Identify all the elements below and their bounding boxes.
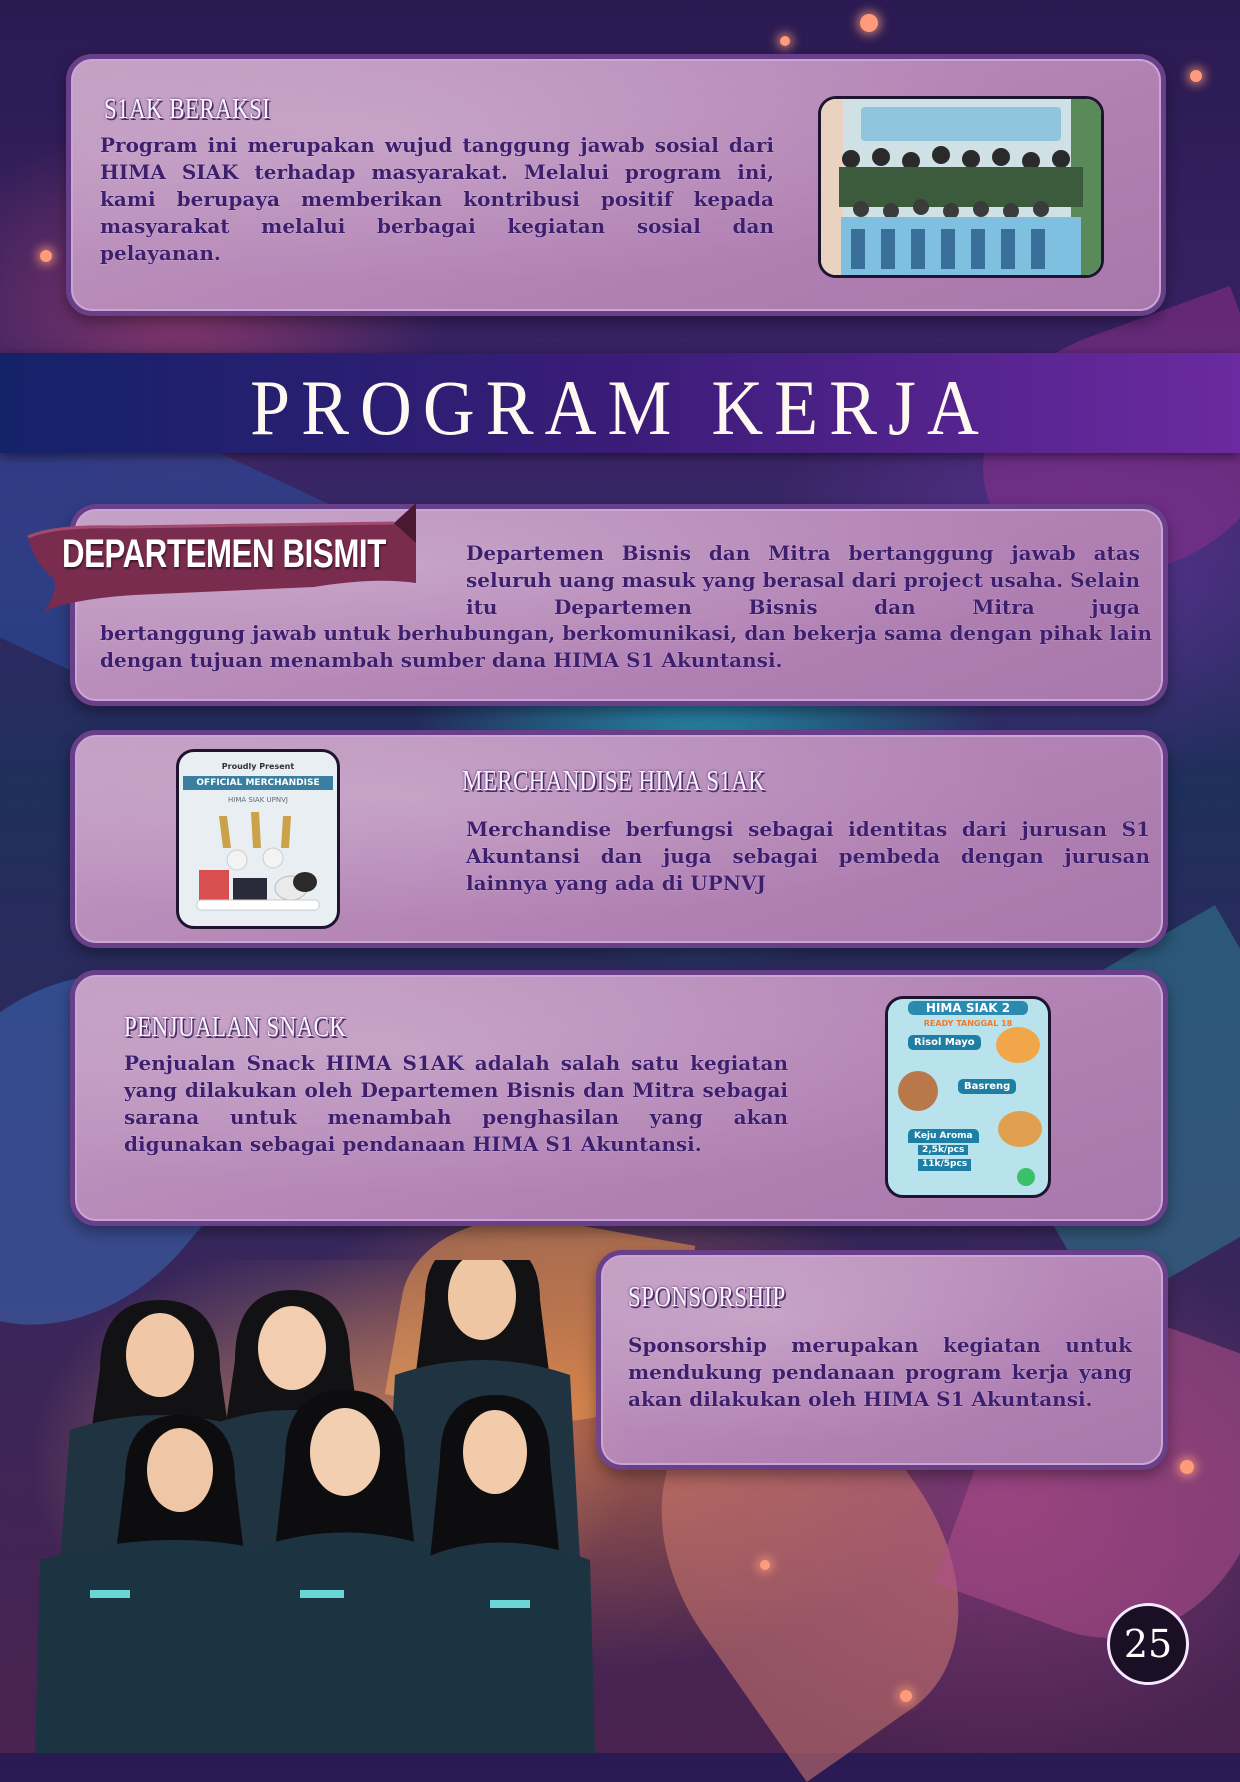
program-kerja-banner — [0, 353, 1240, 453]
departemen-body-right: Departemen Bisnis dan Mitra bertanggung jawab atas seluruh uang masuk yang berasal dari project usaha. Selain itu Departemen Bisnis dan Mitra juga — [466, 541, 1140, 619]
snack-item1: Risol Mayo — [908, 1035, 981, 1050]
merch-poster-line3: HIMA SIAK UPNVJ — [228, 796, 288, 804]
departemen-ribbon-label: DEPARTEMEN BISMIT — [62, 532, 386, 576]
merchandise-poster-icon — [176, 749, 340, 929]
snack-poster-ready: READY TANGGAL 18 — [923, 1019, 1013, 1028]
merchandise-body: Merchandise berfungsi sebagai identitas dari jurusan S1 Akuntansi dan juga sebagai pembeda dengan jurusan lainnya yang ada di UPNVJ — [466, 817, 1150, 895]
team-photo-icon — [30, 1260, 630, 1753]
departemen-body-full: bertanggung jawab untuk berhubungan, berkomunikasi, dan bekerja sama dengan pihak lain dengan tujuan menambah sumber dana HIMA S1 Akuntansi. — [100, 621, 1152, 672]
sponsorship-body: Sponsorship merupakan kegiatan untuk mendukung pendanaan program kerja yang akan dilakukan oleh HIMA S1 Akuntansi. — [628, 1333, 1132, 1411]
banner-title: PROGRAM KERJA — [250, 364, 990, 451]
sponsorship-title: SPONSORSHIP — [628, 1282, 786, 1313]
snack-item3: Keju Aroma — [908, 1129, 979, 1143]
group-photo-icon — [818, 96, 1104, 278]
s1ak-beraksi-body: Program ini merupakan wujud tanggung jawab sosial dari HIMA SIAK terhadap masyarakat. Melalui program ini, kami berupaya memberikan kontribusi positif kepada masyarakat melalui berbagai kegiatan sosial dan pelayanan. — [100, 133, 774, 265]
snack-price2: 11k/5pcs — [918, 1159, 971, 1171]
snack-item2: Basreng — [958, 1079, 1016, 1094]
merch-poster-line2: OFFICIAL MERCHANDISE — [183, 776, 333, 790]
snack-body: Penjualan Snack HIMA S1AK adalah salah satu kegiatan yang dilakukan oleh Departemen Bisnis dan Mitra sebagai sarana untuk menambah penghasilan yang akan digunakan sebagai pendanaan HIMA S1 Akuntansi. — [124, 1051, 788, 1156]
page-number: 25 — [1107, 1603, 1189, 1685]
snack-title: PENJUALAN SNACK — [124, 1012, 347, 1043]
snack-poster-header: HIMA SIAK 2 — [908, 1001, 1028, 1015]
merchandise-title: MERCHANDISE HIMA S1AK — [462, 766, 766, 797]
s1ak-beraksi-title: S1AK BERAKSI — [104, 94, 271, 125]
snack-price1: 2,5k/pcs — [918, 1145, 968, 1155]
merch-poster-line1: Proudly Present — [221, 762, 295, 771]
snack-poster-icon — [885, 996, 1051, 1198]
